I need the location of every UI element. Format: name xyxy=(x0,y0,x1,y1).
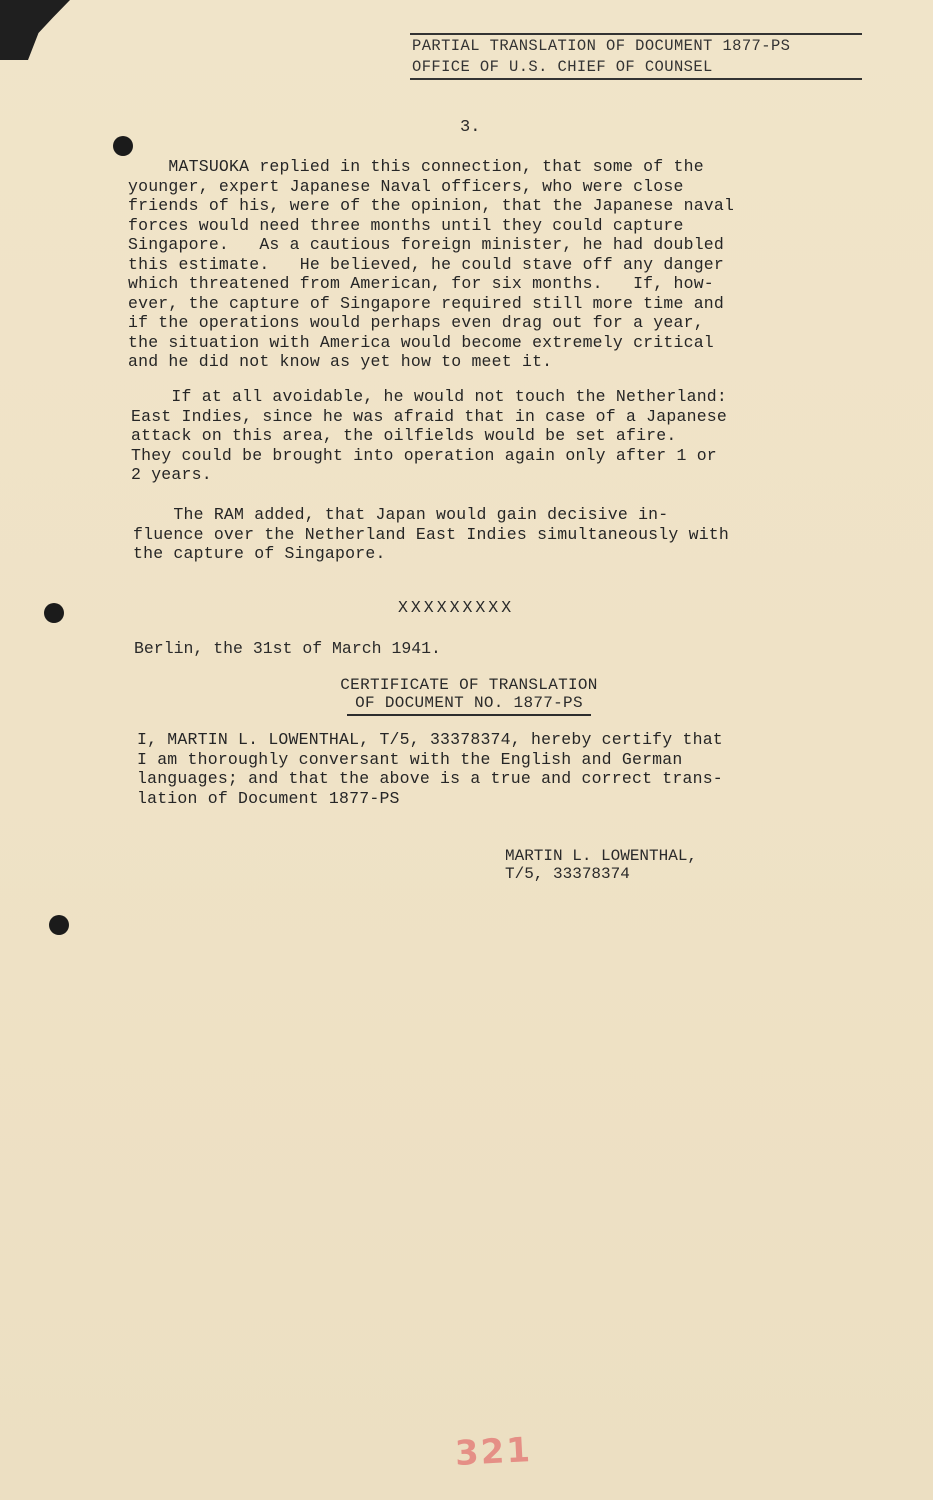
certificate-body: I, MARTIN L. LOWENTHAL, T/5, 33378374, hereby certify that I am thoroughly conversant with the English and German languages; and that the above is a true and correct trans- lation of Document 1877-PS xyxy=(137,730,723,808)
signature-block: MARTIN L. LOWENTHAL, T/5, 33378374 xyxy=(505,847,698,883)
punch-hole-3 xyxy=(49,915,69,935)
header-office: OFFICE OF U.S. CHIEF OF COUNSEL xyxy=(412,58,713,76)
paragraph-netherlands: If at all avoidable, he would not touch the Netherland: East Indies, since he was afraid that in case of a Japanese attack on this area, the oilfields would be set afire. They could be brought into operation again only after 1 or 2 years. xyxy=(131,387,727,484)
certificate-title-line2: OF DOCUMENT NO. 1877-PS xyxy=(347,694,591,716)
document-header xyxy=(412,36,864,78)
header-rule-bottom xyxy=(410,78,862,80)
section-separator: XXXXXXXXX xyxy=(398,598,515,617)
page-number: 3. xyxy=(460,118,481,137)
date-line: Berlin, the 31st of March 1941. xyxy=(134,639,441,658)
paragraph-ram: The RAM added, that Japan would gain decisive in- fluence over the Netherland East Indies simultaneously with the capture of Singapore. xyxy=(133,505,729,563)
certificate-title xyxy=(318,676,620,716)
punch-hole-1 xyxy=(113,136,133,156)
header-title: PARTIAL TRANSLATION OF DOCUMENT 1877-PS xyxy=(412,37,791,55)
paragraph-matsuoka: MATSUOKA replied in this connection, that some of the younger, expert Japanese Naval officers, who were close friends of his, were of the opinion, that the Japanese naval forces would need three months until they could capture Singapore. As a cautious foreign minister, he had doubled this estimate. He believed, he could stave off any danger which threatened from American, for six months. If, how- ever, the capture of Singapore required still more time and if the operations would perhaps even drag out for a year, the situation with America would become extremely critical and he did not know as yet how to meet it. xyxy=(128,157,735,371)
torn-corner xyxy=(0,0,70,60)
punch-hole-2 xyxy=(44,603,64,623)
page-stamp-number: 321 xyxy=(454,1430,533,1474)
header-rule-top xyxy=(410,33,862,35)
certificate-title-line1: CERTIFICATE OF TRANSLATION xyxy=(340,676,598,694)
